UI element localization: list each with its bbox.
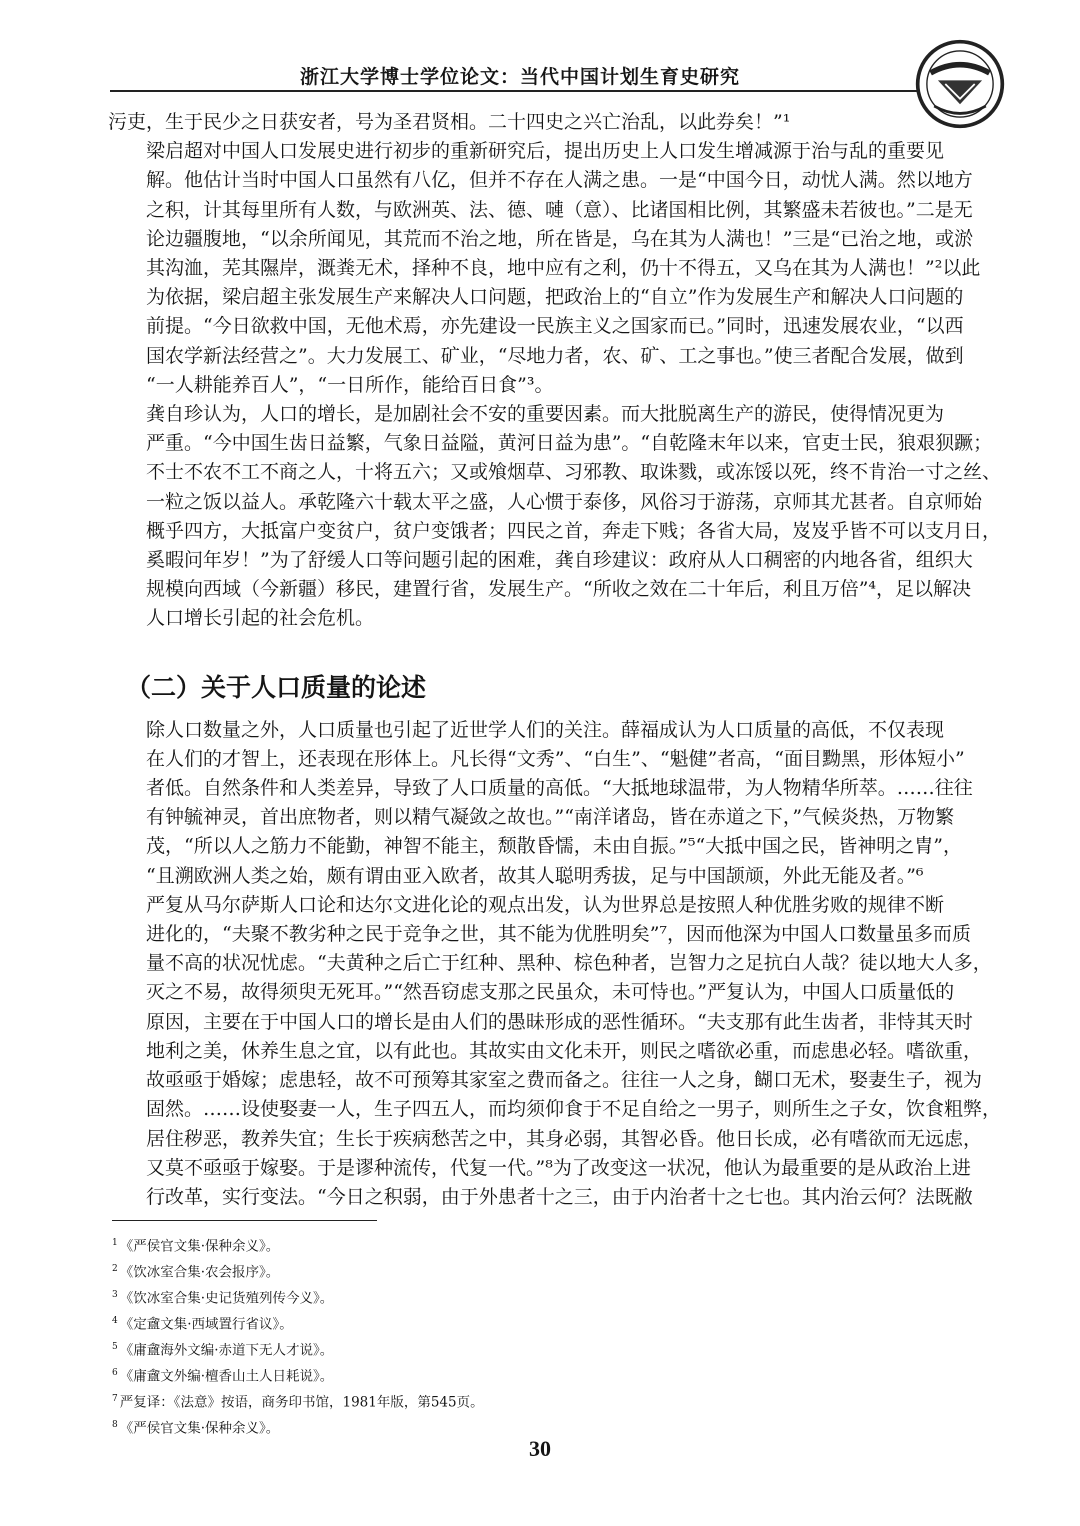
footnote [112,1336,812,1362]
header-rule [110,90,925,92]
footnote-mark: 5 [112,1342,118,1352]
text-line: 又莫不亟亟于嫁娶。于是谬种流传，代复一代。”⁸为了改变这一状况，他认为最重要的是从政治上进 [146,1156,971,1179]
text-line: 茂，“所以人之筋力不能勤，神智不能主，颓散昏懦，未由自振。”⁵“大抵中国之民，皆神明之胄”， [146,835,962,858]
text-line: 固然。……设使娶妻一人，生子四五人，而均须仰食于不足自给之一男子，则所生之子女，饮食粗弊， [146,1098,1002,1121]
footnote [112,1362,812,1388]
page-number: 30 [529,1436,551,1461]
text-line: 除人口数量之外，人口质量也引起了近世学人们的关注。薛福成认为人口质量的高低，不仅表现 [146,718,945,741]
text-line: 前提。“今日欲救中国，无他术焉，亦先建设一民族主义之国家而已。”同时，迅速发展农业，“以西 [146,315,964,338]
footnote [112,1388,812,1414]
text-line: 行改革，实行变法。“今日之积弱，由于外患者十之三，由于内治者十之七也。其内治云何？法既敝 [146,1185,973,1208]
text-line: 规模向西域（今新疆）移民，建置行省，发展生产。“所收之效在二十年后，利且万倍”⁴，足以解决 [146,578,972,601]
footnote-mark: 6 [112,1368,118,1378]
text-line: “且溯欧洲人类之始，颇有谓由亚入欧者，故其人聪明秀拔，足与中国颉颃，外此无能及者。”⁶ [146,864,924,887]
footnote-text: 《饮冰室合集·农会报序》。 [119,1264,280,1281]
footnote [112,1258,812,1284]
text-line: 之积，计其每里所有人数，与欧洲英、法、德、嗹（意）、比诸国相比例，其繁盛未若彼也。”二是无 [146,198,973,221]
footnote-text: 《严侯官文集·保种余义》。 [119,1420,280,1437]
text-line: 严复从马尔萨斯人口论和达尔文进化论的观点出发，认为世界总是按照人种优胜劣败的规律不断 [146,893,945,916]
text-line: 奚暇问年岁！”为了舒缓人口等问题引起的困难，龚自珍建议：政府从人口稠密的内地各省，组织大 [146,549,973,572]
text-line: 论边疆腹地，“以余所闻见，其荒而不治之地，所在皆是，乌在其为人满也！”三是“已治之地，或淤 [146,227,974,250]
paragraph [108,137,981,400]
text-line: “一人耕能养百人”，“一日所作，能给百日食”³。 [146,373,554,396]
text-line: 在人们的才智上，还表现在形体上。凡长得“文秀”、“白生”、“魁健”者高，“面目黝黑，形体短小” [146,747,965,770]
footnote-mark: 8 [112,1420,118,1430]
text-line: 严重。“今中国生齿日益繁，气象日益隘，黄河日益为患”。“自乾隆末年以来，官吏士民，狼艰狈蹶； [146,432,993,455]
footnote-mark: 2 [112,1264,118,1274]
footnote-text: 《严侯官文集·保种余义》。 [119,1238,280,1255]
running-header-title: 浙江大学博士学位论文：当代中国计划生育史研究 [300,66,741,88]
paragraphs-top [108,108,1002,634]
footnote-separator [112,1220,377,1221]
footnotes [112,1232,812,1440]
footnote-text: 《饮冰室合集·史记货殖列传今义》。 [119,1290,334,1307]
footnote-text: 《庸盦文外编·檀香山土人日耗说》。 [119,1368,334,1385]
footnote [112,1284,812,1310]
footnote-mark: 7 [112,1394,118,1404]
footnote-text: 严复译：《法意》按语，商务印书馆，1981年版，第545页。 [119,1394,484,1411]
text-line: 原因，主要在于中国人口的增长是由人们的愚昧形成的恶性循环。“夫支那有此生齿者，非恃其天时 [146,1010,973,1033]
paragraphs-section [108,716,1002,1212]
footnote [112,1310,812,1336]
text-line: 有钟毓神灵，首出庶物者，则以精气凝敛之故也。”“南洋诸岛，皆在赤道之下，”气候炎热，万物繁 [146,806,955,829]
text-line: 人口增长引起的社会危机。 [146,607,375,630]
text-line: 不士不农不工不商之人，十将五六；又或飧烟草、习邪教、取诛戮，或冻馁以死，终不肯治一寸之丝、 [146,461,1002,484]
paragraph [108,716,973,891]
footnote-mark: 4 [112,1316,118,1326]
section-heading: （二）关于人口质量的论述 [126,672,427,702]
text-line: 居住秽恶，教养失宜；生长于疾病愁苦之中，其身必弱，其智必昏。他日长成，必有嗜欲而无远虑， [146,1127,983,1150]
text-line: 解。他估计当时中国人口虽然有八亿，但并不存在人满之患。一是“中国今日，动忧人满。然以地方 [146,169,973,192]
footnote-text: 《定盦文集·西域置行省议》。 [119,1316,293,1333]
text-line: 故亟亟于婚嫁；虑患轻，故不可预筹其家室之费而备之。往往一人之身，餬口无术，娶妻生子，视为 [146,1069,983,1092]
paragraph [108,891,1002,1212]
footnote-mark: 3 [112,1290,118,1300]
paragraph [108,400,1002,634]
text-line: 龚自珍认为，人口的增长，是加剧社会不安的重要因素。而大批脱离生产的游民，使得情况更为 [146,403,945,426]
text-line: 地利之美，休养生息之宜，以有此也。其故实由文化未开，则民之嗜欲必重，而虑患必轻。嗜欲重， [146,1039,983,1062]
paragraph [108,108,963,137]
text-line: 者低。自然条件和人类差异，导致了人口质量的高低。“大抵地球温带，为人物精华所萃。……往往 [146,777,973,800]
text-line: 为依据，梁启超主张发展生产来解决人口问题，把政治上的“自立”作为发展生产和解决人口问题的 [146,286,964,309]
text-line: 进化的，“夫聚不教劣种之民于竞争之世，其不能为优胜明矣”⁷，因而他深为中国人口数量虽多而质 [146,923,972,946]
text-line: 梁启超对中国人口发展史进行初步的重新研究后，提出历史上人口发生增减源于治与乱的重要见 [146,140,945,163]
text-line: 灭之不易，故得须臾无死耳。”“然吾窃虑支那之民虽众，未可恃也。”严复认为，中国人口质量低的 [146,981,955,1004]
footnote-mark: 1 [112,1238,118,1248]
main-body-text [108,108,1002,1212]
footnote [112,1232,812,1258]
text-line: 污吏，生于民少之日获安者，号为圣君贤相。二十四史之兴亡治乱，以此券矣！”¹ [108,111,791,133]
text-line: 量不高的状况忧虑。“夫黄种之后亡于红种、黑种、棕色种者，岂智力之足抗白人哉？徒以地大人多， [146,952,992,975]
footnote-text: 《庸盦海外文编·赤道下无人才说》。 [119,1342,334,1359]
text-line: 国农学新法经营之”。大力发展工、矿业，“尽地力者，农、矿、工之事也。”使三者配合发展，做到 [146,344,964,367]
text-line: 其沟洫，芜其隰岸，溉粪无术，择种不良，地中应有之利，仍十不得五，又乌在其为人满也！”²以此 [146,257,981,280]
text-line: 概乎四方，大抵富户变贫户，贫户变饿者；四民之首，奔走下贱；各省大局，岌岌乎皆不可以支月日， [146,519,1002,542]
text-line: 一粒之饭以益人。承乾隆六十载太平之盛，人心惯于泰侈，风俗习于游荡，京师其尤甚者。自京师始 [146,490,983,513]
